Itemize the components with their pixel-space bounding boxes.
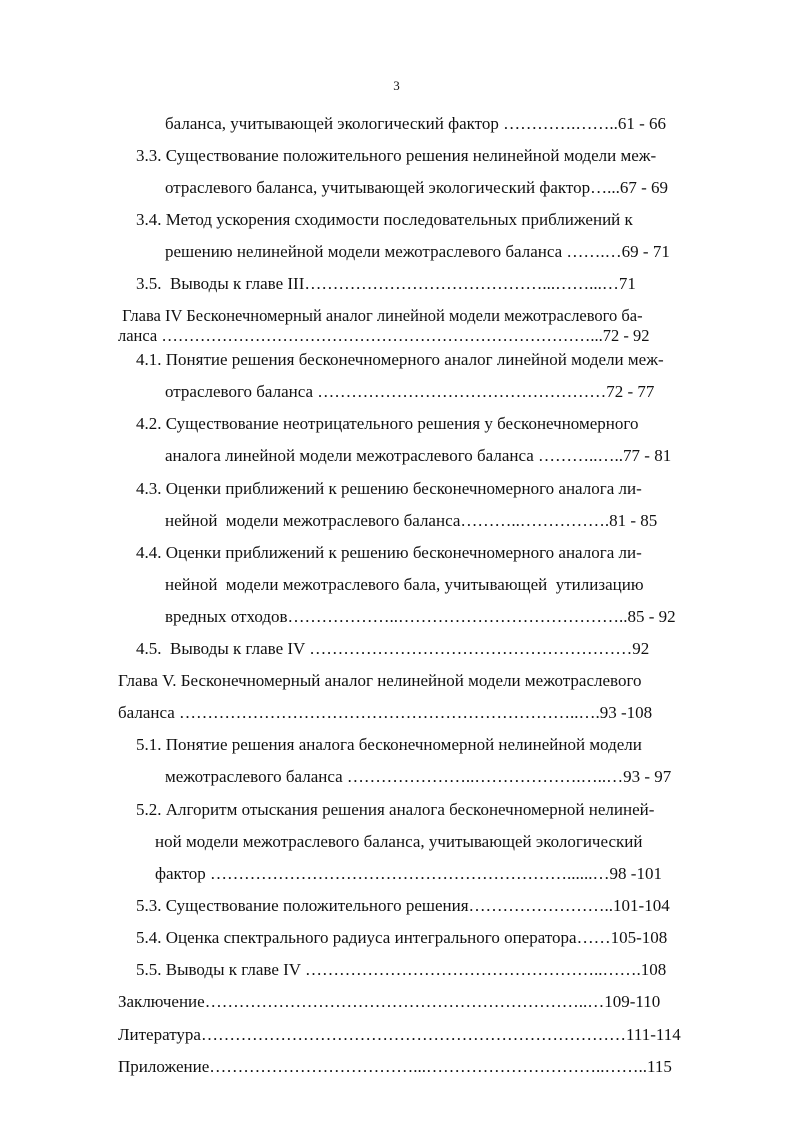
toc-line: 4.4. Оценки приближений к решению бесконечномерного аналога ли- <box>136 543 642 562</box>
toc-line: 3.5. Выводы к главе III……………………………………...……...…71 <box>136 274 636 293</box>
toc-line: 4.3. Оценки приближений к решению бесконечномерного аналога ли- <box>136 479 642 498</box>
toc-line: баланса, учитывающей экологический фактор ………….……..61 - 66 <box>165 114 667 133</box>
toc-line: Глава IV Бесконечномерный аналог линейной модели межотраслевого ба- <box>118 306 643 325</box>
toc-line: 5.4. Оценка спектрального радиуса интегрального оператора……105-108 <box>136 928 668 947</box>
toc-line: ной модели межотраслевого баланса, учитывающей экологический <box>155 832 643 851</box>
toc-line: ланса ……………………………………………………………………...72 - 92 <box>118 326 650 345</box>
toc-line: 5.5. Выводы к главе IV ……………………………………………..…….108 <box>136 960 667 979</box>
toc-line: 4.1. Понятие решения бесконечномерного аналог линейной модели меж- <box>136 350 664 369</box>
toc-line: аналога линейной модели межотраслевого баланса ………..…..77 - 81 <box>165 446 672 465</box>
toc-line: нейной модели межотраслевого баланса………..…………….81 - 85 <box>165 511 658 530</box>
toc-line: отраслевого баланса ……………………………………………72 - 77 <box>165 382 655 401</box>
toc-line: вредных отходов………………..…………………………………..85 - 92 <box>165 607 676 626</box>
toc-line: 3.4. Метод ускорения сходимости последовательных приближений к <box>136 210 633 229</box>
toc-line: Глава V. Бесконечномерный аналог нелинейной модели межотраслевого <box>118 671 642 690</box>
toc-line: 4.2. Существование неотрицательного решения у бесконечномерного <box>136 414 639 433</box>
toc-line: нейной модели межотраслевого бала, учитывающей утилизацию <box>165 575 644 594</box>
toc-line: фактор ………………………………………………………......…98 -101 <box>155 864 662 883</box>
toc-line: 3.3. Существование положительного решения нелинейной модели меж- <box>136 146 657 165</box>
toc-line: 5.1. Понятие решения аналога бесконечномерной нелинейной модели <box>136 735 642 754</box>
toc-line: Заключение…………………………………………………………..…109-110 <box>118 992 661 1011</box>
toc-line: Литература…………………………………………………………………111-114 <box>118 1025 681 1044</box>
toc-line: 4.5. Выводы к главе IV …………………………………………………92 <box>136 639 650 658</box>
toc-line: 5.2. Алгоритм отыскания решения аналога бесконечномерной нелиней- <box>136 800 655 819</box>
toc-line: отраслевого баланса, учитывающей экологический фактор…...67 - 69 <box>165 178 669 197</box>
toc-line: Приложение………………………………...…………………………..……..115 <box>118 1057 672 1076</box>
page-number: 3 <box>393 78 400 93</box>
toc-line: 5.3. Существование положительного решения……………………..101-104 <box>136 896 670 915</box>
toc-line: межотраслевого баланса …………………..……………….…..…93 - 97 <box>165 767 672 786</box>
toc-line: баланса ……………………………………………………………..….93 -108 <box>118 703 653 722</box>
toc-line: решению нелинейной модели межотраслевого баланса …….…69 - 71 <box>165 242 670 261</box>
